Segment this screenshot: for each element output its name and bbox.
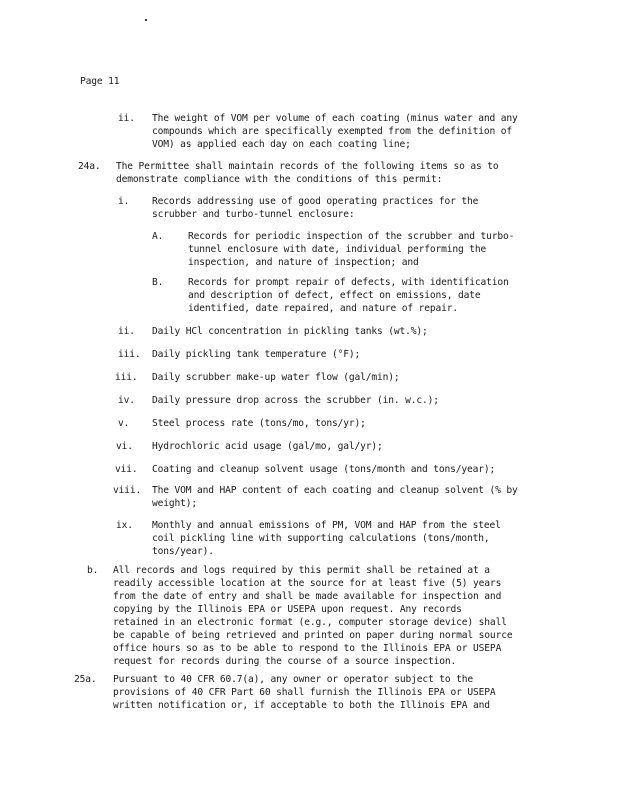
condition-25a-line-2: provisions of 40 CFR Part 60 shall furnish the Illinois EPA or USEPA xyxy=(113,687,496,698)
subitem-b-label: B. xyxy=(152,277,164,288)
subitem-b-line-1: Records for prompt repair of defects, with identification xyxy=(188,277,509,288)
subitem-b-line-3: identified, date repaired, and nature of repair. xyxy=(188,303,459,314)
condition-25a-line-3: written notification or, if acceptable to both the Illinois EPA and xyxy=(113,700,490,711)
subitem-a-line-3: inspection, and nature of inspection; and xyxy=(188,257,419,268)
item-v-label: v. xyxy=(118,418,130,429)
item-vii-line-1: Coating and cleanup solvent usage (tons/month and tons/year); xyxy=(152,464,496,475)
item-ii-label: ii. xyxy=(118,326,135,337)
condition-24a-intro-line-2: demonstrate compliance with the conditions of this permit: xyxy=(116,174,443,185)
condition-b-line-2: readily accessible location at the source for at least five (5) years xyxy=(113,578,502,589)
item-i-line-1: Records addressing use of good operating practices for the xyxy=(152,196,479,207)
item-v-line-1: Steel process rate (tons/mo, tons/yr); xyxy=(152,418,366,429)
item-ix-line-1: Monthly and annual emissions of PM, VOM and HAP from the steel xyxy=(152,520,501,531)
condition-24a-intro-line-1: The Permittee shall maintain records of the following items so as to xyxy=(116,161,499,172)
item-iii-flow-line-1: Daily scrubber make-up water flow (gal/min); xyxy=(152,372,400,383)
item-vii-label: vii. xyxy=(115,464,138,475)
item-ix-label: ix. xyxy=(116,520,133,531)
item-iii-temp-line-1: Daily pickling tank temperature (°F); xyxy=(152,349,361,360)
item-viii-line-2: weight); xyxy=(152,498,198,509)
subitem-a-line-1: Records for periodic inspection of the scrubber and turbo- xyxy=(188,231,515,242)
item-iii-flow-label: iii. xyxy=(115,372,138,383)
scan-speck xyxy=(145,19,147,21)
item-vi-line-1: Hydrochloric acid usage (gal/mo, gal/yr); xyxy=(152,441,383,452)
item-viii-label: viii. xyxy=(113,485,142,496)
item-i-label: i. xyxy=(118,196,130,207)
item-iv-line-1: Daily pressure drop across the scrubber (in. w.c.); xyxy=(152,395,439,406)
item-ii-line-1: Daily HCl concentration in pickling tanks (wt.%); xyxy=(152,326,428,337)
item-iv-label: iv. xyxy=(118,395,135,406)
condition-25a-number: 25a. xyxy=(74,674,97,685)
item-ii-weight-line-3: VOM) as applied each day on each coating line; xyxy=(152,139,411,150)
item-i-line-2: scrubber and turbo-tunnel enclosure: xyxy=(152,209,355,220)
item-ix-line-2: coil pickling line with supporting calculations (tons/month, xyxy=(152,533,490,544)
item-ii-weight-line-2: compounds which are specifically exempted from the definition of xyxy=(152,126,513,137)
condition-b-line-1: All records and logs required by this permit shall be retained at a xyxy=(113,565,490,576)
subitem-b-line-2: and description of defect, effect on emissions, date xyxy=(188,290,481,301)
subitem-a-label: A. xyxy=(152,231,164,242)
condition-b-line-6: be capable of being retrieved and printed on paper during normal source xyxy=(113,630,513,641)
page-header: Page 11 xyxy=(80,76,120,87)
item-ii-weight-label: ii. xyxy=(118,113,135,124)
condition-25a-line-1: Pursuant to 40 CFR 60.7(a), any owner or operator subject to the xyxy=(113,674,474,685)
condition-b-line-4: copying by the Illinois EPA or USEPA upon request. Any records xyxy=(113,604,462,615)
item-vi-label: vi. xyxy=(116,441,133,452)
subitem-a-line-2: tunnel enclosure with date, individual performing the xyxy=(188,244,487,255)
condition-b-number: b. xyxy=(87,565,99,576)
item-ix-line-3: tons/year). xyxy=(152,546,214,557)
condition-24a-number: 24a. xyxy=(78,161,101,172)
condition-b-line-5: retained in an electronic format (e.g., computer storage device) shall xyxy=(113,617,507,628)
item-ii-weight-line-1: The weight of VOM per volume of each coating (minus water and any xyxy=(152,113,518,124)
condition-b-line-3: from the date of entry and shall be made available for inspection and xyxy=(113,591,502,602)
item-viii-line-1: The VOM and HAP content of each coating and cleanup solvent (% by xyxy=(152,485,518,496)
condition-b-line-7: office hours so as to be able to respond to the Illinois EPA or USEPA xyxy=(113,643,502,654)
condition-b-line-8: request for records during the course of a source inspection. xyxy=(113,656,457,667)
item-iii-temp-label: iii. xyxy=(118,349,141,360)
